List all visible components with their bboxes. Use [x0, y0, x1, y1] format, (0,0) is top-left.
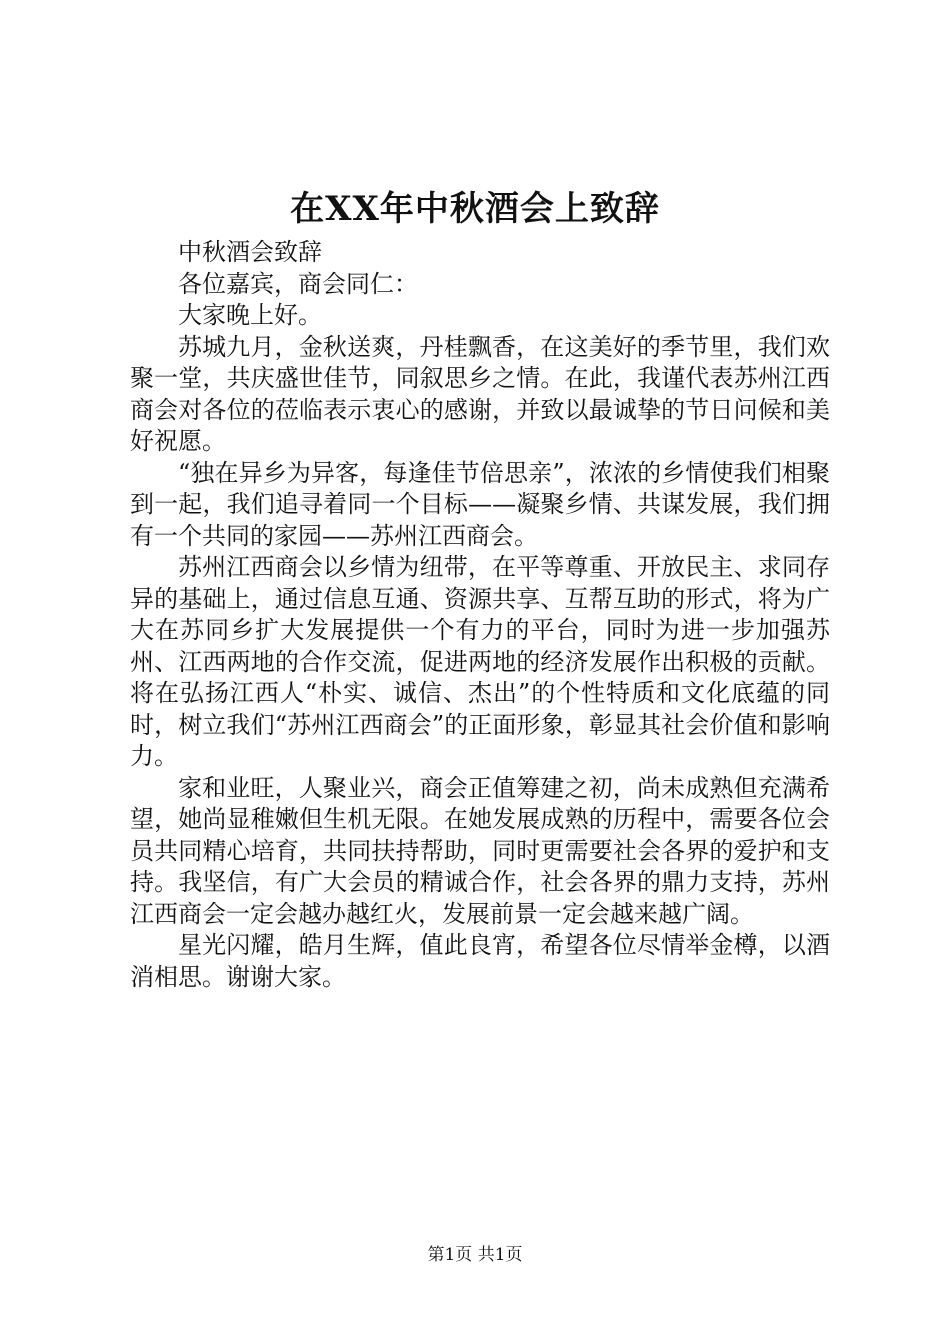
paragraph-salutation: 各位嘉宾，商会同仁： [178, 269, 418, 298]
document-title: 在XX年中秋酒会上致辞 [290, 189, 660, 229]
page-number-footer: 第1页 共1页 [427, 1245, 523, 1265]
paragraph-body: “独在异乡为异客，每逢佳节倍思亲”，浓浓的乡情使我们相聚到一起，我们追寻着同一个目标——凝聚乡情、共谋发展，我们拥有一个共同的家园——苏州江西商会。 [130, 458, 830, 550]
paragraph-subtitle: 中秋酒会致辞 [178, 238, 322, 266]
document-body [130, 237, 830, 993]
paragraph-body: 苏州江西商会以乡情为纽带，在平等尊重、开放民主、求同存异的基础上，通过信息互通、资源共享、互帮互助的形式，将为广大在苏同乡扩大发展提供一个有力的平台，同时为进一步加强苏州、江西两地的合作交流，促进两地的经济发展作出积极的贡献。将在弘扬江西人“朴实、诚信、杰出”的个性特质和文化底蕴的同时，树立我们“苏州江西商会”的正面形象，彰显其社会价值和影响力。 [130, 553, 830, 770]
paragraph-body: 家和业旺，人聚业兴，商会正值筹建之初，尚未成熟但充满希望，她尚显稚嫩但生机无限。在她发展成熟的历程中，需要各位会员共同精心培育，共同扶持帮助，同时更需要社会各界的爱护和支持。我坚信，有广大会员的精诚合作，社会各界的鼎力支持，苏州江西商会一定会越办越红火，发展前景一定会越来越广阔。 [130, 773, 830, 928]
paragraph-body: 苏城九月，金秋送爽，丹桂飘香，在这美好的季节里，我们欢聚一堂，共庆盛世佳节，同叙思乡之情。在此，我谨代表苏州江西商会对各位的莅临表示衷心的感谢，并致以最诚挚的节日问候和美好祝愿。 [130, 332, 830, 455]
paragraph-closing: 星光闪耀，皓月生辉，值此良宵，希望各位尽情举金樽，以酒消相思。谢谢大家。 [130, 931, 830, 991]
paragraph-greeting: 大家晚上好。 [178, 301, 322, 329]
